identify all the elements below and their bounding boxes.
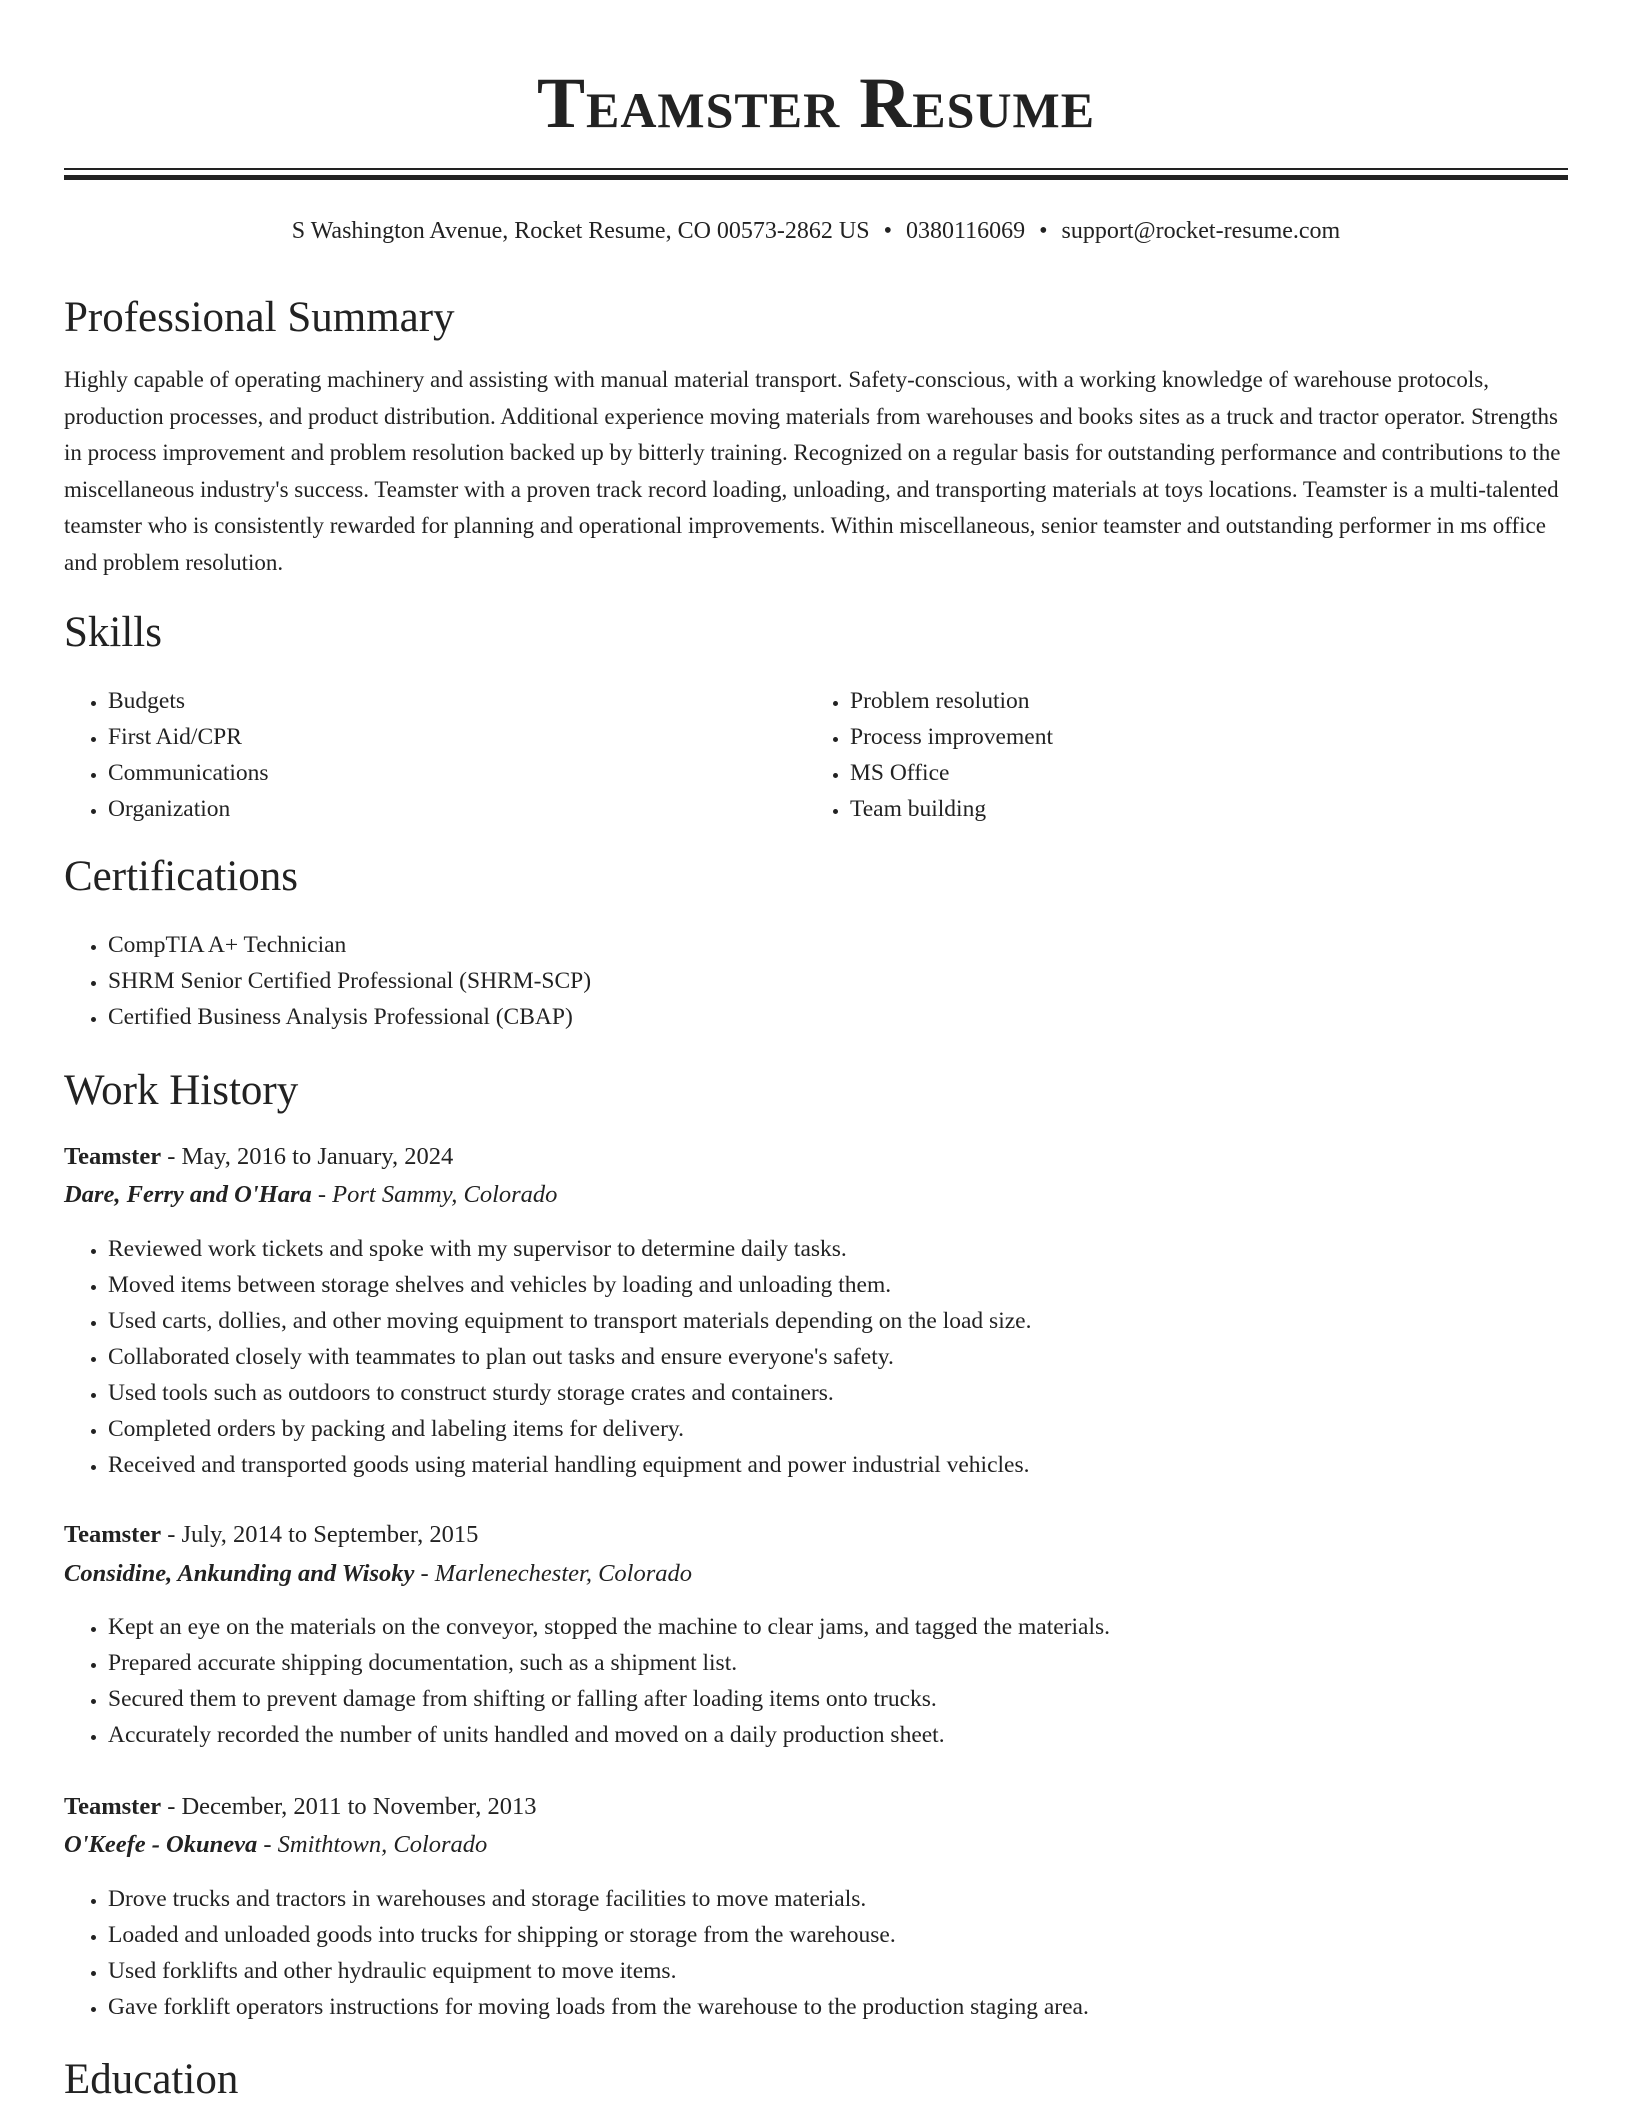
skill-item: • Budgets [108, 683, 798, 719]
job-bullet: • Received and transported goods using material handling equipment and power industrial vehicles. [108, 1447, 1588, 1483]
work-history-heading: Work History [64, 1067, 299, 1114]
job-bullet: • Gave forklift operators instructions for moving loads from the warehouse to the production staging area. [108, 1989, 1588, 2025]
contact-address: S Washington Avenue, Rocket Resume, CO 00573-2862 US [291, 218, 870, 244]
skill-item: • Communications [108, 755, 798, 791]
job-bullet: • Prepared accurate shipping documentation, such as a shipment list. [108, 1645, 1588, 1681]
title-divider-thin [64, 168, 1568, 170]
job-title-line [64, 1139, 453, 1175]
job-title: Teamster [64, 1521, 162, 1548]
job-bullet: • Kept an eye on the materials on the conveyor, stopped the machine to clear jams, and tagged the materials. [108, 1609, 1588, 1645]
skills-list-right [806, 683, 1550, 827]
contact-email: support@rocket-resume.com [1061, 218, 1341, 244]
certification-item: • SHRM Senior Certified Professional (SHRM-SCP) [108, 963, 1508, 999]
contact-phone: 0380116069 [906, 218, 1026, 244]
summary-text: Highly capable of operating machinery and assisting with manual material transport. Safety-conscious, with a working knowledge of warehouse protocols, production processes, and product distribution. Additional experience moving materials from warehouses and books sites as a truck and tractor operator. Strengths in process improvement and problem resolution backed up by bitterly training. Recognized on a regular basis for outstanding performance and contributions to the miscellaneous industry's success. Teamster with a proven track record loading, unloading, and transporting materials at toys locations. Teamster is a multi-talented teamster who is consistently rewarded for planning and operational improvements. Within miscellaneous, senior teamster and outstanding performer in ms office and problem resolution. [64, 367, 1561, 575]
job-employer: O'Keefe - Okuneva [64, 1831, 258, 1858]
job-bullet: • Completed orders by packing and labeling items for delivery. [108, 1411, 1588, 1447]
job-employer-line [64, 1556, 692, 1592]
job-location: - Port Sammy, Colorado [311, 1181, 558, 1208]
job-dates: - July, 2014 to September, 2015 [161, 1521, 479, 1548]
job-location: - Smithtown, Colorado [257, 1831, 488, 1858]
skill-item: • Process improvement [850, 719, 1550, 755]
job-employer: Considine, Ankunding and Wisoky [64, 1560, 415, 1587]
job-employer: Dare, Ferry and O'Hara [64, 1181, 312, 1208]
job-bullet: • Reviewed work tickets and spoke with my supervisor to determine daily tasks. [108, 1231, 1588, 1267]
job-bullet: • Used forklifts and other hydraulic equipment to move items. [108, 1953, 1588, 1989]
job-bullet: • Collaborated closely with teammates to plan out tasks and ensure everyone's safety. [108, 1339, 1588, 1375]
certification-item: • CompTIA A+ Technician [108, 927, 1508, 963]
skill-item: • Organization [108, 791, 798, 827]
job-bullet: • Accurately recorded the number of units handled and moved on a daily production sheet. [108, 1717, 1588, 1753]
resume-title: Teamster Resume [536, 63, 1096, 143]
job-bullets [64, 1881, 1588, 2025]
job-bullet: • Moved items between storage shelves and vehicles by loading and unloading them. [108, 1267, 1588, 1303]
summary-heading: Professional Summary [64, 294, 455, 341]
contact-line [0, 214, 1632, 248]
job-bullet: • Secured them to prevent damage from shifting or falling after loading items onto trucks. [108, 1681, 1588, 1717]
job-bullets [64, 1231, 1588, 1483]
education-heading: Education [64, 2056, 239, 2103]
skill-item: • Team building [850, 791, 1550, 827]
job-employer-line [64, 1177, 557, 1213]
skill-item: • Problem resolution [850, 683, 1550, 719]
job-bullet: • Used carts, dollies, and other moving equipment to transport materials depending on the load size. [108, 1303, 1588, 1339]
skills-heading: Skills [64, 609, 162, 656]
job-title-line [64, 1517, 478, 1553]
job-location: - Marlenechester, Colorado [414, 1560, 693, 1587]
job-dates: - December, 2011 to November, 2013 [161, 1793, 537, 1820]
job-title: Teamster [64, 1793, 162, 1820]
skills-list-left [64, 683, 798, 827]
skill-item: • MS Office [850, 755, 1550, 791]
job-bullets [64, 1609, 1588, 1753]
certifications-list [64, 927, 1508, 1035]
job-employer-line [64, 1827, 487, 1863]
job-title-line [64, 1789, 537, 1825]
contact-separator: • [1039, 218, 1048, 244]
job-bullet: • Drove trucks and tractors in warehouses and storage facilities to move materials. [108, 1881, 1588, 1917]
job-title: Teamster [64, 1143, 162, 1170]
contact-separator: • [883, 218, 893, 244]
title-divider-thick [64, 175, 1568, 180]
job-dates: - May, 2016 to January, 2024 [161, 1143, 454, 1170]
skill-item: • First Aid/CPR [108, 719, 798, 755]
job-bullet: • Used tools such as outdoors to construct sturdy storage crates and containers. [108, 1375, 1588, 1411]
job-bullet: • Loaded and unloaded goods into trucks for shipping or storage from the warehouse. [108, 1917, 1588, 1953]
certification-item: • Certified Business Analysis Professional (CBAP) [108, 999, 1508, 1035]
certifications-heading: Certifications [64, 853, 299, 900]
